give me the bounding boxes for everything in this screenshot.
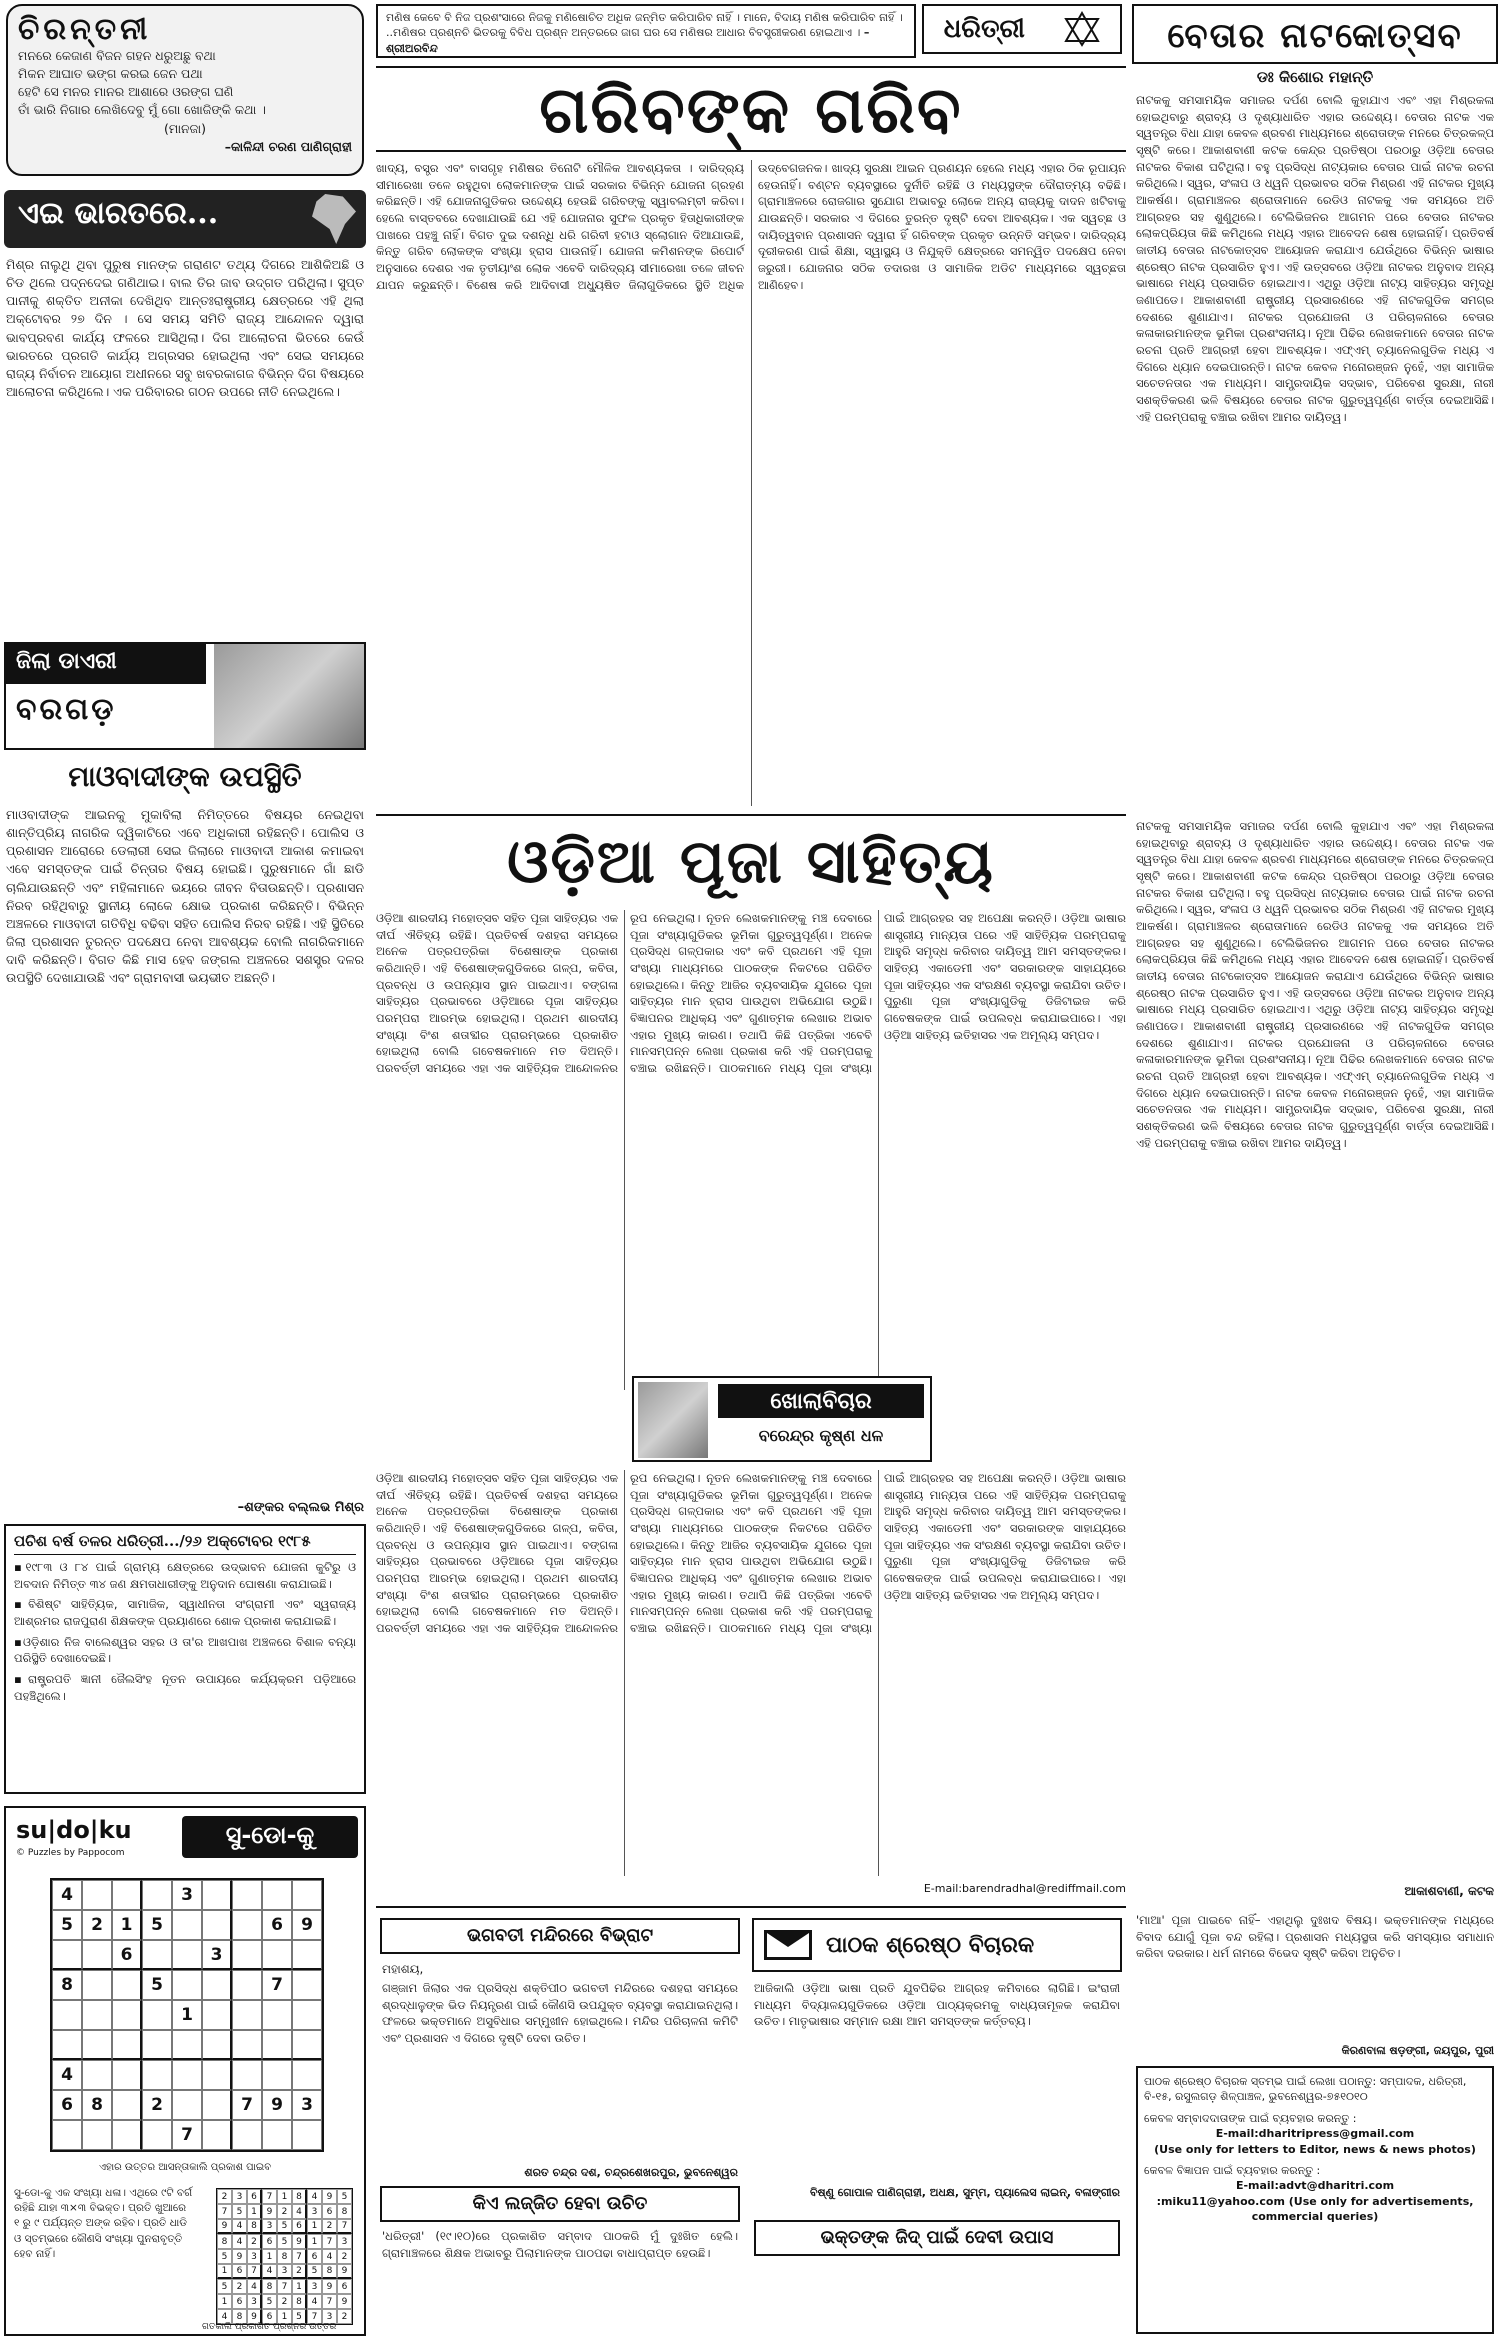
- sudoku-solution-cell: 9: [247, 2309, 262, 2324]
- sudoku-cell[interactable]: 8: [52, 1970, 82, 2000]
- contact-note-2: କେବଳ ବିଜ୍ଞାପନ ପାଇଁ ବ୍ୟବହାର କରନ୍ତୁ :: [1144, 2163, 1321, 2177]
- letter4-title: ଭକ୍ତଙ୍କ ଜିଦ୍ ପାଇଁ ଦେବୀ ଉପାସ: [754, 2220, 1120, 2256]
- sudoku-cell[interactable]: [292, 2030, 322, 2060]
- sudoku-cell[interactable]: [202, 1910, 232, 1940]
- contact-box: [1136, 2066, 1494, 2334]
- sudoku-solution-cell: 5: [292, 2309, 307, 2324]
- betar-headline: ବେତାର ନାଟକୋତ୍ସବ: [1132, 4, 1498, 64]
- sudoku-solution-cell: 8: [247, 2219, 262, 2234]
- sudoku-solution-cell: 3: [277, 2264, 292, 2279]
- quote-text: ମଣିଷ କେବେ ବି ନିଜ ପ୍ରଶଂସାରେ ନିଜକୁ ମଣିଷୋଚିତ ଅଧିକ ଜନ୍ମିତ କରିପାରିବ ନାହିଁ । ମାନେ, ବିଦାୟ ମଣିଷ କରିପାରିବ ନାହିଁ । ..ମଣିଷର ପ୍ରଶ୍ନଚି ଭିତରକୁ ବିବିଧ ପ୍ରଶ୍ନ ଅନ୍ତରରେ ଜାଗ ଘର ସେ ମଣିଷର ଆଧାର ବିବସ୍ତ୍ରୀକରଣ ହୋଇଥାଏ ।: [386, 11, 903, 40]
- pachisha-item: ▪ଓଡ଼ିଶାର ନିଜ ବାଲେଶ୍ୱର ସହର ଓ ତା'ର ଆଖପାଖ ଅଞ୍ଚଳରେ ବିଶାଳ ବନ୍ୟା ପରିସ୍ଥିତି ଦେଖାଦେଇଛି।: [14, 1634, 356, 1666]
- sudoku-cell[interactable]: [82, 2060, 112, 2090]
- sudoku-cell[interactable]: [262, 2000, 292, 2030]
- betar-author: ଡଃ କିଶୋର ମହାନ୍ତି: [1256, 68, 1374, 86]
- sudoku-solution-cell: 5: [262, 2294, 277, 2309]
- sudoku-cell[interactable]: [232, 1970, 262, 2000]
- sudoku-box: [4, 1806, 366, 2336]
- sudoku-cell[interactable]: 2: [82, 1910, 112, 1940]
- betar-text-cont: ନାଟକକୁ ସମସାମୟିକ ସମାଜର ଦର୍ପଣ ବୋଲି କୁହାଯାଏ ଏବଂ ଏହା ମିଶ୍ରକଳା ହୋଇଥିବାରୁ ଶ୍ରାବ୍ୟ ଓ ଦୃଶ୍ୟାଧାରିତ ଏହାର ଉଦ୍ଦେଶ୍ୟ। ବେତାର ନାଟକ ଏକ ସ୍ୱତନ୍ତ୍ର ବିଧା ଯାହା କେବଳ ଶ୍ରବଣ ମାଧ୍ୟମରେ ଶ୍ରୋତାଙ୍କ ମନରେ ଚିତ୍ରକଳ୍ପ ସୃଷ୍ଟି କରେ। ଆକାଶବାଣୀ କଟକ କେନ୍ଦ୍ର ପ୍ରତିଷ୍ଠା ପରଠାରୁ ଓଡ଼ିଆ ବେତାର ନାଟକର ବିକାଶ ଘଟିଥିଲା। ବହୁ ପ୍ରସିଦ୍ଧ ନାଟ୍ୟକାର ବେତାର ପାଇଁ ନାଟକ ରଚନା କରିଥିଲେ। ସ୍ୱର, ସଂଳାପ ଓ ଧ୍ୱନି ପ୍ରଭାବର ସଠିକ ମିଶ୍ରଣ ଏହି ନାଟକର ମୁଖ୍ୟ ଆକର୍ଷଣ। ଗ୍ରାମାଞ୍ଚଳର ଶ୍ରୋତାମାନେ ରେଡିଓ ନାଟକକୁ ଏକ ସମୟରେ ଅତି ଆଗ୍ରହର ସହ ଶୁଣୁଥିଲେ। ଟେଲିଭିଜନର ଆଗମନ ପରେ ବେତାର ନାଟକର ଲୋକପ୍ରିୟତା କିଛି କମିଥିଲେ ମଧ୍ୟ ଏହାର ଆବେଦନ ଶେଷ ହୋଇନାହିଁ। ପ୍ରତିବର୍ଷ ଜାତୀୟ ବେତାର ନାଟକୋତ୍ସବ ଆୟୋଜନ କରାଯାଏ ଯେଉଁଥିରେ ବିଭିନ୍ନ ଭାଷାର ଶ୍ରେଷ୍ଠ ନାଟକ ପ୍ରସାରିତ ହୁଏ। ଏହି ଉତ୍ସବରେ ଓଡ଼ିଆ ନାଟକର ଅନୁବାଦ ଅନ୍ୟ ଭାଷାରେ ମଧ୍ୟ ପ୍ରସାରିତ ହୋଇଥାଏ। ଏଥିରୁ ଓଡ଼ିଆ ନାଟ୍ୟ ସାହିତ୍ୟର ସମୃଦ୍ଧି ଜଣାପଡେ। ଆକାଶବାଣୀ ରାଷ୍ଟ୍ରୀୟ ପ୍ରସାରଣରେ ଏହି ନାଟକଗୁଡିକ ସମଗ୍ର ଦେଶରେ ଶୁଣାଯାଏ। ନାଟକର ପ୍ରଯୋଜନା ଓ ପରିଚାଳନାରେ ବେତାର କଳାକାରମାନଙ୍କ ଭୂମିକା ପ୍ରଶଂସନୀୟ। ନୂଆ ପିଢିର ଲେଖକମାନେ ବେତାର ନାଟକ ରଚନା ପ୍ରତି ଆଗ୍ରହୀ ହେବା ଆବଶ୍ୟକ। ଏଫ୍ଏମ୍ ଚ୍ୟାନେଲଗୁଡିକ ମଧ୍ୟ ଏ ଦିଗରେ ଧ୍ୟାନ ଦେଇପାରନ୍ତି। ନାଟକ କେବଳ ମନୋରଞ୍ଜନ ନୁହେଁ, ଏହା ସାମାଜିକ ସଚେତନତାର ଏକ ମାଧ୍ୟମ। ସାମ୍ପ୍ରଦାୟିକ ସଦ୍ଭାବ, ପରିବେଶ ସୁରକ୍ଷା, ନାରୀ ସଶକ୍ତିକରଣ ଭଳି ବିଷୟରେ ବେତାର ନାଟକ ଗୁରୁତ୍ୱପୂର୍ଣ୍ଣ ବାର୍ତ୍ତା ଦେଇଆସିଛି। ଏହି ପରମ୍ପରାକୁ ବଞ୍ଚାଇ ରଖିବା ଆମର ଦାୟିତ୍ୱ।: [1136, 819, 1494, 1150]
- sudoku-cell[interactable]: [202, 1880, 232, 1910]
- quote-by: –ଶ୍ରୀଅରବିନ୍ଦ: [386, 26, 870, 55]
- letters-head-box: [752, 1918, 1122, 1972]
- puja-text-cont: ଓଡ଼ିଆ ଶାରଦୀୟ ମହୋତ୍ସବ ସହିତ ପୂଜା ସାହିତ୍ୟର ଏକ ଦୀର୍ଘ ଐତିହ୍ୟ ରହିଛି। ପ୍ରତିବର୍ଷ ଦଶହରା ସମୟରେ ଅନେକ ପତ୍ରପତ୍ରିକା ବିଶେଷାଙ୍କ ପ୍ରକାଶ କରିଥାନ୍ତି। ଏହି ବିଶେଷାଙ୍କଗୁଡିକରେ ଗଳ୍ପ, କବିତା, ପ୍ରବନ୍ଧ ଓ ଉପନ୍ୟାସ ସ୍ଥାନ ପାଇଥାଏ। ବଙ୍ଗଳା ସାହିତ୍ୟର ପ୍ରଭାବରେ ଓଡ଼ିଆରେ ପୂଜା ସାହିତ୍ୟର ପରମ୍ପରା ଆରମ୍ଭ ହୋଇଥିଲା। ପ୍ରଥମ ଶାରଦୀୟ ସଂଖ୍ୟା ବିଂଶ ଶତାବ୍ଦୀର ପ୍ରାରମ୍ଭରେ ପ୍ରକାଶିତ ହୋଇଥିଲା ବୋଲି ଗବେଷକମାନେ ମତ ଦିଅନ୍ତି। ପରବର୍ତ୍ତୀ ସମୟରେ ଏହା ଏକ ସାହିତ୍ୟିକ ଆନ୍ଦୋଳନର ରୂପ ନେଇଥିଲା। ନୂତନ ଲେଖକମାନଙ୍କୁ ମଞ୍ଚ ଦେବାରେ ପୂଜା ସଂଖ୍ୟାଗୁଡିକର ଭୂମିକା ଗୁରୁତ୍ୱପୂର୍ଣ୍ଣ। ଅନେକ ପ୍ରସିଦ୍ଧ ଗଳ୍ପକାର ଏବଂ କବି ପ୍ରଥମେ ଏହି ପୂଜା ସଂଖ୍ୟା ମାଧ୍ୟମରେ ପାଠକଙ୍କ ନିକଟରେ ପରିଚିତ ହୋଇଥିଲେ। କିନ୍ତୁ ଆଜିର ବ୍ୟବସାୟିକ ଯୁଗରେ ପୂଜା ସାହିତ୍ୟର ମାନ ହ୍ରାସ ପାଉଥିବା ଅଭିଯୋଗ ଉଠୁଛି। ବିଜ୍ଞାପନର ଆଧିକ୍ୟ ଏବଂ ଗୁଣାତ୍ମକ ଲେଖାର ଅଭାବ ଏହାର ମୁଖ୍ୟ କାରଣ। ତଥାପି କିଛି ପତ୍ରିକା ଏବେବି ମାନସମ୍ପନ୍ନ ଲେଖା ପ୍ରକାଶ କରି ଏହି ପରମ୍ପରାକୁ ବଞ୍ଚାଇ ରଖିଛନ୍ତି। ପାଠକମାନେ ମଧ୍ୟ ପୂଜା ସଂଖ୍ୟା ପାଇଁ ଆଗ୍ରହର ସହ ଅପେକ୍ଷା କରନ୍ତି। ଓଡ଼ିଆ ଭାଷାର ଶାସ୍ତ୍ରୀୟ ମାନ୍ୟତା ପରେ ଏହି ସାହିତ୍ୟିକ ପରମ୍ପରାକୁ ଆହୁରି ସମୃଦ୍ଧ କରିବାର ଦାୟିତ୍ୱ ଆମ ସମସ୍ତଙ୍କର। ସାହିତ୍ୟ ଏକାଡେମୀ ଏବଂ ସରକାରଙ୍କ ସାହାଯ୍ୟରେ ପୂଜା ସାହିତ୍ୟର ଏକ ସଂରକ୍ଷଣ ବ୍ୟବସ୍ଥା କରାଯିବା ଉଚିତ। ପୁରୁଣା ପୂଜା ସଂଖ୍ୟାଗୁଡିକୁ ଡିଜିଟାଇଜ କରି ଗବେଷକଙ୍କ ପାଇଁ ଉପଲବ୍ଧ କରାଯାଇପାରେ। ଏହା ଓଡ଼ିଆ ସାହିତ୍ୟ ଇତିହାସର ଏକ ଅମୂଲ୍ୟ ସମ୍ପଦ।: [376, 1471, 1126, 1636]
- sudoku-credit: © Puzzles by Pappocom: [16, 1848, 125, 1858]
- sudoku-solution-cell: 4: [292, 2204, 307, 2219]
- sudoku-solution-cell: 3: [247, 2249, 262, 2264]
- sudoku-solution-cell: 9: [292, 2234, 307, 2249]
- sudoku-solution-cell: 1: [307, 2234, 322, 2249]
- sudoku-cell[interactable]: [52, 2030, 82, 2060]
- india-map-icon: [312, 194, 356, 244]
- letter2-text: 'ଧରିତ୍ରୀ' (୧୯।୧୦)ରେ ପ୍ରକାଶିତ ସମ୍ବାଦ ପାଠକରି ମୁଁ ଦୁଃଖିତ ହେଲି। ଗ୍ରାମାଞ୍ଚଳରେ ଶିକ୍ଷକ ଅଭାବରୁ ପିଲାମାନଙ୍କ ପାଠପଢା ବାଧାପ୍ରାପ୍ତ ହେଉଛି।: [382, 2229, 738, 2260]
- sudoku-solution-cell: 6: [307, 2249, 322, 2264]
- sudoku-cell[interactable]: [232, 1910, 262, 1940]
- sudoku-cell[interactable]: [82, 1880, 112, 1910]
- sudoku-solution-cell: 3: [262, 2219, 277, 2234]
- sudoku-solution-cell: 8: [277, 2249, 292, 2264]
- sudoku-cell[interactable]: [172, 2060, 202, 2090]
- sudoku-solution-cell: 9: [262, 2204, 277, 2219]
- advt-email-2[interactable]: :miku11@yahoo.com (Use only for advertisements, commercial queries): [1156, 2194, 1474, 2224]
- sudoku-cell[interactable]: [172, 1940, 202, 1970]
- betar-text: ନାଟକକୁ ସମସାମୟିକ ସମାଜର ଦର୍ପଣ ବୋଲି କୁହାଯାଏ ଏବଂ ଏହା ମିଶ୍ରକଳା ହୋଇଥିବାରୁ ଶ୍ରାବ୍ୟ ଓ ଦୃଶ୍ୟାଧାରିତ ଏହାର ଉଦ୍ଦେଶ୍ୟ। ବେତାର ନାଟକ ଏକ ସ୍ୱତନ୍ତ୍ର ବିଧା ଯାହା କେବଳ ଶ୍ରବଣ ମାଧ୍ୟମରେ ଶ୍ରୋତାଙ୍କ ମନରେ ଚିତ୍ରକଳ୍ପ ସୃଷ୍ଟି କରେ। ଆକାଶବାଣୀ କଟକ କେନ୍ଦ୍ର ପ୍ରତିଷ୍ଠା ପରଠାରୁ ଓଡ଼ିଆ ବେତାର ନାଟକର ବିକାଶ ଘଟିଥିଲା। ବହୁ ପ୍ରସିଦ୍ଧ ନାଟ୍ୟକାର ବେତାର ପାଇଁ ନାଟକ ରଚନା କରିଥିଲେ। ସ୍ୱର, ସଂଳାପ ଓ ଧ୍ୱନି ପ୍ରଭାବର ସଠିକ ମିଶ୍ରଣ ଏହି ନାଟକର ମୁଖ୍ୟ ଆକର୍ଷଣ। ଗ୍ରାମାଞ୍ଚଳର ଶ୍ରୋତାମାନେ ରେଡିଓ ନାଟକକୁ ଏକ ସମୟରେ ଅତି ଆଗ୍ରହର ସହ ଶୁଣୁଥିଲେ। ଟେଲିଭିଜନର ଆଗମନ ପରେ ବେତାର ନାଟକର ଲୋକପ୍ରିୟତା କିଛି କମିଥିଲେ ମଧ୍ୟ ଏହାର ଆବେଦନ ଶେଷ ହୋଇନାହିଁ। ପ୍ରତିବର୍ଷ ଜାତୀୟ ବେତାର ନାଟକୋତ୍ସବ ଆୟୋଜନ କରାଯାଏ ଯେଉଁଥିରେ ବିଭିନ୍ନ ଭାଷାର ଶ୍ରେଷ୍ଠ ନାଟକ ପ୍ରସାରିତ ହୁଏ। ଏହି ଉତ୍ସବରେ ଓଡ଼ିଆ ନାଟକର ଅନୁବାଦ ଅନ୍ୟ ଭାଷାରେ ମଧ୍ୟ ପ୍ରସାରିତ ହୋଇଥାଏ। ଏଥିରୁ ଓଡ଼ିଆ ନାଟ୍ୟ ସାହିତ୍ୟର ସମୃଦ୍ଧି ଜଣାପଡେ। ଆକାଶବାଣୀ ରାଷ୍ଟ୍ରୀୟ ପ୍ରସାରଣରେ ଏହି ନାଟକଗୁଡିକ ସମଗ୍ର ଦେଶରେ ଶୁଣାଯାଏ। ନାଟକର ପ୍ରଯୋଜନା ଓ ପରିଚାଳନାରେ ବେତାର କଳାକାରମାନଙ୍କ ଭୂମିକା ପ୍ରଶଂସନୀୟ। ନୂଆ ପିଢିର ଲେଖକମାନେ ବେତାର ନାଟକ ରଚନା ପ୍ରତି ଆଗ୍ରହୀ ହେବା ଆବଶ୍ୟକ। ଏଫ୍ଏମ୍ ଚ୍ୟାନେଲଗୁଡିକ ମଧ୍ୟ ଏ ଦିଗରେ ଧ୍ୟାନ ଦେଇପାରନ୍ତି। ନାଟକ କେବଳ ମନୋରଞ୍ଜନ ନୁହେଁ, ଏହା ସାମାଜିକ ସଚେତନତାର ଏକ ମାଧ୍ୟମ। ସାମ୍ପ୍ରଦାୟିକ ସଦ୍ଭାବ, ପରିବେଶ ସୁରକ୍ଷା, ନାରୀ ସଶକ୍ତିକରଣ ଭଳି ବିଷୟରେ ବେତାର ନାଟକ ଗୁରୁତ୍ୱପୂର୍ଣ୍ଣ ବାର୍ତ୍ତା ଦେଇଆସିଛି। ଏହି ପରମ୍ପରାକୁ ବଞ୍ଚାଇ ରଖିବା ଆମର ଦାୟିତ୍ୱ।: [1136, 93, 1494, 424]
- sudoku-cell[interactable]: 5: [142, 1910, 172, 1940]
- sudoku-solution-cell: 6: [262, 2309, 277, 2324]
- sudoku-cell[interactable]: [292, 1940, 322, 1970]
- sudoku-solution-cell: 3: [322, 2309, 337, 2324]
- sudoku-solution-cell: 2: [337, 2249, 352, 2264]
- sudoku-solution-cell: 7: [292, 2249, 307, 2264]
- sudoku-cell[interactable]: 1: [172, 2000, 202, 2030]
- sudoku-solution-cell: 1: [277, 2189, 292, 2204]
- sudoku-cell[interactable]: 3: [292, 2090, 322, 2120]
- sudoku-solution-cell: 6: [292, 2219, 307, 2234]
- sudoku-cell[interactable]: [202, 1970, 232, 2000]
- sudoku-solution-cell: 7: [247, 2264, 262, 2279]
- sudoku-solution-cell: 3: [337, 2234, 352, 2249]
- chirantani-source: (ମାନଜା): [163, 120, 207, 136]
- sudoku-cell[interactable]: [142, 1940, 172, 1970]
- sudoku-cell[interactable]: [172, 1910, 202, 1940]
- pachisha-item: ▪ବିଶିଷ୍ଟ ସାହିତ୍ୟିକ, ସାମାଜିକ, ସ୍ୱାଧୀନତା ସଂଗ୍ରାମୀ ଏବଂ ସ୍ୱରାଜ୍ୟ ଆଶ୍ରମର ରାଜପୁରାଣ ଶିକ୍ଷକଙ୍କ ପ୍ରୟାଣରେ ଶୋକ ପ୍ରକାଶ କରାଯାଇଛି।: [14, 1597, 356, 1629]
- sudoku-cell[interactable]: [172, 2030, 202, 2060]
- editor-email[interactable]: E-mail:dharitripress@gmail.com: [1215, 2127, 1415, 2141]
- letter5-author: କିରଣବାଳା ଷଡ଼ଙ୍ଗୀ, ଜୟପୁର, ପୁରୀ: [1341, 2044, 1494, 2057]
- contact-note-1: କେବଳ ସମ୍ବାଦଦାତାଙ୍କ ପାଇଁ ବ୍ୟବହାର କରନ୍ତୁ :: [1144, 2111, 1357, 2125]
- chirantani-line: ହେଟି ସେ ମନର ମାନର ଆଶାରେ ଓରଙ୍ଗ ଘଣି: [18, 84, 234, 100]
- sudoku-solution-cell: 3: [307, 2279, 322, 2294]
- sudoku-solution-cell: 3: [247, 2294, 262, 2309]
- sudoku-solution-cell: 7: [322, 2294, 337, 2309]
- sudoku-cell[interactable]: [52, 2000, 82, 2030]
- sudoku-cell[interactable]: [292, 2120, 322, 2150]
- puja-headline: ଓଡ଼ିଆ ପୂଜା ସାହିତ୍ୟ: [376, 814, 1126, 906]
- jila-diary-place: ବରଗଡ଼: [16, 692, 117, 727]
- pachisha-title: ପଚିଶ ବର୍ଷ ତଳର ଧରିତ୍ରୀ.../୨୬ ଅକ୍ଟୋବର ୧୯୮୫: [14, 1532, 356, 1555]
- sudoku-howto: ସୁ-ଡୋ-କୁ ଏକ ସଂଖ୍ୟା ଧଳା। ଏଥିରେ ୯ଟି ବର୍ଗ ରହିଛି ଯାହା ୩×୩ ବିଭକ୍ତ। ପ୍ରତି ଖୁଆରେ ୧ ରୁ ୯ ପର୍ଯ୍ୟନ୍ତ ଅଙ୍କ ରହିବ। ପ୍ରତି ଧାଡି ଓ ସ୍ତମ୍ଭରେ କୌଣସି ସଂଖ୍ୟା ପୁନରାବୃତ୍ତି ହେବ ନାହିଁ।: [14, 2187, 193, 2260]
- pachisha-item: ▪୧୯୮୩ ଓ ୮୪ ପାଇଁ ଗ୍ରାମ୍ୟ କ୍ଷେତ୍ରରେ ଉଦ୍ଭାବନ ଯୋଜନା କୁଟିରୁ ଓ ଅବଦାନ ନିମିତ୍ତ ୩୪ ଜଣ କ୍ଷମତାଧାରୀଙ୍କୁ ଅନୁଦାନ ଘୋଷଣା କରାଯାଇଛି।: [14, 1560, 356, 1591]
- sudoku-cell[interactable]: [292, 1970, 322, 2000]
- sudoku-cell[interactable]: [202, 2060, 232, 2090]
- sudoku-cell[interactable]: [292, 1880, 322, 1910]
- sudoku-cell[interactable]: [112, 1970, 142, 2000]
- sudoku-solution-cell: 1: [217, 2294, 232, 2309]
- puja-text: ଓଡ଼ିଆ ଶାରଦୀୟ ମହୋତ୍ସବ ସହିତ ପୂଜା ସାହିତ୍ୟର ଏକ ଦୀର୍ଘ ଐତିହ୍ୟ ରହିଛି। ପ୍ରତିବର୍ଷ ଦଶହରା ସମୟରେ ଅନେକ ପତ୍ରପତ୍ରିକା ବିଶେଷାଙ୍କ ପ୍ରକାଶ କରିଥାନ୍ତି। ଏହି ବିଶେଷାଙ୍କଗୁଡିକରେ ଗଳ୍ପ, କବିତା, ପ୍ରବନ୍ଧ ଓ ଉପନ୍ୟାସ ସ୍ଥାନ ପାଇଥାଏ। ବଙ୍ଗଳା ସାହିତ୍ୟର ପ୍ରଭାବରେ ଓଡ଼ିଆରେ ପୂଜା ସାହିତ୍ୟର ପରମ୍ପରା ଆରମ୍ଭ ହୋଇଥିଲା। ପ୍ରଥମ ଶାରଦୀୟ ସଂଖ୍ୟା ବିଂଶ ଶତାବ୍ଦୀର ପ୍ରାରମ୍ଭରେ ପ୍ରକାଶିତ ହୋଇଥିଲା ବୋଲି ଗବେଷକମାନେ ମତ ଦିଅନ୍ତି। ପରବର୍ତ୍ତୀ ସମୟରେ ଏହା ଏକ ସାହିତ୍ୟିକ ଆନ୍ଦୋଳନର ରୂପ ନେଇଥିଲା। ନୂତନ ଲେଖକମାନଙ୍କୁ ମଞ୍ଚ ଦେବାରେ ପୂଜା ସଂଖ୍ୟାଗୁଡିକର ଭୂମିକା ଗୁରୁତ୍ୱପୂର୍ଣ୍ଣ। ଅନେକ ପ୍ରସିଦ୍ଧ ଗଳ୍ପକାର ଏବଂ କବି ପ୍ରଥମେ ଏହି ପୂଜା ସଂଖ୍ୟା ମାଧ୍ୟମରେ ପାଠକଙ୍କ ନିକଟରେ ପରିଚିତ ହୋଇଥିଲେ। କିନ୍ତୁ ଆଜିର ବ୍ୟବସାୟିକ ଯୁଗରେ ପୂଜା ସାହିତ୍ୟର ମାନ ହ୍ରାସ ପାଉଥିବା ଅଭିଯୋଗ ଉଠୁଛି। ବିଜ୍ଞାପନର ଆଧିକ୍ୟ ଏବଂ ଗୁଣାତ୍ମକ ଲେଖାର ଅଭାବ ଏହାର ମୁଖ୍ୟ କାରଣ। ତଥାପି କିଛି ପତ୍ରିକା ଏବେବି ମାନସମ୍ପନ୍ନ ଲେଖା ପ୍ରକାଶ କରି ଏହି ପରମ୍ପରାକୁ ବଞ୍ଚାଇ ରଖିଛନ୍ତି। ପାଠକମାନେ ମଧ୍ୟ ପୂଜା ସଂଖ୍ୟା ପାଇଁ ଆଗ୍ରହର ସହ ଅପେକ୍ଷା କରନ୍ତି। ଓଡ଼ିଆ ଭାଷାର ଶାସ୍ତ୍ରୀୟ ମାନ୍ୟତା ପରେ ଏହି ସାହିତ୍ୟିକ ପରମ୍ପରାକୁ ଆହୁରି ସମୃଦ୍ଧ କରିବାର ଦାୟିତ୍ୱ ଆମ ସମସ୍ତଙ୍କର। ସାହିତ୍ୟ ଏକାଡେମୀ ଏବଂ ସରକାରଙ୍କ ସାହାଯ୍ୟରେ ପୂଜା ସାହିତ୍ୟର ଏକ ସଂରକ୍ଷଣ ବ୍ୟବସ୍ଥା କରାଯିବା ଉଚିତ। ପୁରୁଣା ପୂଜା ସଂଖ୍ୟାଗୁଡିକୁ ଡିଜିଟାଇଜ କରି ଗବେଷକଙ୍କ ପାଇଁ ଉପଲବ୍ଧ କରାଯାଇପାରେ। ଏହା ଓଡ଼ିଆ ସାହିତ୍ୟ ଇତିହାସର ଏକ ଅମୂଲ୍ୟ ସମ୍ପଦ।: [376, 911, 1126, 1076]
- sudoku-solution-cell: 6: [322, 2204, 337, 2219]
- sudoku-solution-cell: 8: [322, 2264, 337, 2279]
- sudoku-cell[interactable]: [262, 2060, 292, 2090]
- maobadi-author: –ଶଙ୍କର ବଲ୍ଲଭ ମିଶ୍ର: [237, 1500, 364, 1515]
- sudoku-cell[interactable]: [142, 2060, 172, 2090]
- sudoku-cell[interactable]: 2: [142, 2090, 172, 2120]
- letter3-author: ବିଷ୍ଣୁ ଗୋପାଳ ପାଣିଗ୍ରାହୀ, ଅଧକ୍ଷ, ସୁମ୍ମ, ପ୍ୟାଲେସ ଲାଇନ୍, ବଳାଙ୍ଗୀର: [810, 2186, 1120, 2199]
- sudoku-solution-cell: 2: [217, 2189, 232, 2204]
- letter2-title: କିଏ ଲଜ୍ଜିତ ହେବା ଉଚିତ: [380, 2186, 740, 2222]
- sudoku-solution-cell: 9: [337, 2294, 352, 2309]
- sudoku-solution-cell: 5: [232, 2204, 247, 2219]
- maobadi-headline: ମାଓବାଦୀଙ୍କ ଉପସ୍ଥିତି: [68, 760, 302, 793]
- sudoku-cell[interactable]: 6: [262, 1910, 292, 1940]
- sudoku-solution-cell: 5: [217, 2279, 232, 2294]
- sudoku-solution-cell: 2: [322, 2219, 337, 2234]
- dharitri-logo: [922, 4, 1122, 54]
- editor-email-note: (Use only for letters to Editor, news & news photos): [1154, 2142, 1476, 2156]
- sudoku-cell[interactable]: [232, 2000, 262, 2030]
- sudoku-cell[interactable]: [82, 2120, 112, 2150]
- sudoku-solution-cell: 1: [277, 2309, 292, 2324]
- letter1-title: ଭଗବତୀ ମନ୍ଦିରରେ ବିଭ୍ରାଟ: [380, 1918, 740, 1954]
- column-email: E-mail:barendradhal@rediffmail.com: [923, 1882, 1126, 1895]
- sudoku-cell[interactable]: 8: [82, 2090, 112, 2120]
- ei-bharat-title: ଏଇ ଭାରତରେ...: [18, 196, 219, 231]
- dharitri-logo-text: ଧରିତ୍ରୀ: [943, 13, 1025, 44]
- sudoku-solution-cell: 4: [307, 2294, 322, 2309]
- sudoku-solution-cell: 5: [277, 2234, 292, 2249]
- sudoku-solution-cell: 5: [307, 2264, 322, 2279]
- sudoku-solution-cell: 7: [337, 2219, 352, 2234]
- sudoku-solution-cell: 9: [322, 2189, 337, 2204]
- sudoku-solution-cell: 5: [217, 2249, 232, 2264]
- sudoku-solution-cell: 4: [232, 2219, 247, 2234]
- sudoku-cell[interactable]: [262, 1880, 292, 1910]
- sudoku-cell[interactable]: [142, 2120, 172, 2150]
- sudoku-cell[interactable]: [82, 1970, 112, 2000]
- sudoku-cell[interactable]: 7: [232, 2090, 262, 2120]
- sudoku-cell[interactable]: [142, 1880, 172, 1910]
- maobadi-text: ମାଓବାଦୀଙ୍କ ଆଇନକୁ ମୁକାବିଲା ନିମିତ୍ତରେ ବିଷୟର ନେଇଥିବା ଶାନ୍ତିପ୍ରିୟ ନାଗରିକ ଦ୍ୱିକାଟିରେ ଏବେ ଅଧିକାରୀ ରହିଛନ୍ତି। ପୋଲିସ ଓ ପ୍ରଶାସନ ଆରୋରେ ଡେଲାରୀ ସେଇ ଜିଲାରେ ମାଓବାଦୀ ଆକାଶ କମାଇବା ଏବେ ସମସ୍ତଙ୍କ ପାଇଁ ଚିନ୍ତାର ବିଷୟ ହୋଇଛି। ପୁରୁଷମାନେ ଗାଁ ଛାଡି ଚାଲିଯାଉଛନ୍ତି ଏବଂ ମହିଳାମାନେ ଭୟରେ ଜୀବନ ବିତାଉଛନ୍ତି। ପ୍ରଶାସନ ନିରବ ରହିଥିବାରୁ ସ୍ଥାନୀୟ ଲୋକେ କ୍ଷୋଭ ପ୍ରକାଶ କରିଛନ୍ତି। ବିଭିନ୍ନ ଅଞ୍ଚଳରେ ମାଓବାଦୀ ଗତିବିଧି ବଢିବା ସହିତ ପୋଲିସ ନିରବ ରହିଛି। ଏହି ସ୍ଥିତିରେ ଜିଲା ପ୍ରଶାସନ ତୁରନ୍ତ ପଦକ୍ଷେପ ନେବା ଆବଶ୍ୟକ ବୋଲି ନାଗରିକମାନେ ଦାବି କରିଛନ୍ତି। ବିଗତ କିଛି ମାସ ହେବ ଜଙ୍ଗଲ ଅଞ୍ଚଳରେ ସଶସ୍ତ୍ର ଦଳର ଉପସ୍ଥିତି ଦେଖାଯାଉଛି ଏବଂ ଗ୍ରାମବାସୀ ଭୟଭୀତ ଅଛନ୍ତି।: [6, 807, 364, 986]
- temple-photo: [214, 644, 364, 748]
- sudoku-cell[interactable]: [202, 2090, 232, 2120]
- sudoku-cell[interactable]: 7: [172, 2120, 202, 2150]
- sudoku-cell[interactable]: [202, 2000, 232, 2030]
- letter1-author: ଶରତ ଚନ୍ଦ୍ର ଦଶ, ଚନ୍ଦ୍ରଶେଖରପୁର, ଭୁବନେଶ୍ୱର: [524, 2166, 738, 2179]
- sudoku-cell[interactable]: [112, 2000, 142, 2030]
- sudoku-caption: ଏହାର ଉତ୍ତର ଆସନ୍ତାକାଲି ପ୍ରକାଶ ପାଇବ: [98, 2162, 272, 2173]
- quote-box: [376, 4, 916, 58]
- chirantani-box: [6, 4, 364, 176]
- sudoku-solution-cell: 1: [217, 2264, 232, 2279]
- sudoku-cell[interactable]: 1: [112, 1910, 142, 1940]
- pachisha-box: [4, 1524, 366, 1794]
- sudoku-solution-grid: [216, 2188, 353, 2325]
- khola-bichara-head: ଖୋଲାବିଚାର: [718, 1384, 924, 1418]
- sudoku-cell[interactable]: [82, 1940, 112, 1970]
- sudoku-solution-cell: 4: [322, 2249, 337, 2264]
- sudoku-solution-cell: 4: [247, 2279, 262, 2294]
- sudoku-cell[interactable]: [112, 2090, 142, 2120]
- sudoku-brand: su|do|ku: [16, 1816, 132, 1844]
- sudoku-solution-cell: 1: [292, 2279, 307, 2294]
- editorial-headline: ଗରିବଙ୍କ ଗରିବ: [376, 66, 1126, 152]
- sudoku-cell[interactable]: 5: [52, 1910, 82, 1940]
- sudoku-solution-cell: 2: [337, 2309, 352, 2324]
- sudoku-solution-cell: 7: [307, 2309, 322, 2324]
- sudoku-solution-cell: 2: [277, 2294, 292, 2309]
- sudoku-cell[interactable]: 7: [262, 1970, 292, 2000]
- sudoku-cell[interactable]: [232, 1940, 262, 1970]
- jila-diary-head: ଜିଲା ଡାଏରୀ: [6, 644, 206, 684]
- sudoku-solution-cell: 1: [262, 2249, 277, 2264]
- sudoku-cell[interactable]: 4: [52, 2060, 82, 2090]
- chirantani-title: ଚିରନ୍ତନୀ: [18, 12, 152, 47]
- sudoku-solution-cell: 8: [292, 2294, 307, 2309]
- sudoku-solution-cell: 7: [217, 2204, 232, 2219]
- sudoku-solution-cell: 5: [277, 2219, 292, 2234]
- sudoku-solution-cell: 7: [277, 2279, 292, 2294]
- mail-icon: [764, 1930, 812, 1960]
- star-emblem-icon: [1064, 11, 1100, 47]
- sudoku-solution-cell: 7: [322, 2234, 337, 2249]
- khola-bichara-box: [632, 1376, 932, 1462]
- letters-head: ପାଠକ ଶ୍ରେଷ୍ଠ ବିଚାରକ: [826, 1932, 1035, 1958]
- sudoku-solution-cell: 4: [262, 2264, 277, 2279]
- sudoku-cell[interactable]: [232, 1880, 262, 1910]
- sudoku-cell[interactable]: [232, 2120, 262, 2150]
- sudoku-solution-cell: 1: [307, 2219, 322, 2234]
- sudoku-cell[interactable]: [262, 2030, 292, 2060]
- sudoku-cell[interactable]: [112, 2120, 142, 2150]
- sudoku-solution-caption: ଗତକାଲି ପ୍ରକାଶିତ ପ୍ରଶ୍ନର ଉତ୍ତର: [202, 2322, 337, 2332]
- sudoku-solution-cell: 9: [217, 2219, 232, 2234]
- sudoku-solution-cell: 5: [337, 2189, 352, 2204]
- sudoku-cell[interactable]: 5: [142, 1970, 172, 2000]
- author-photo: [638, 1382, 708, 1458]
- column-author: ବରେନ୍ଦ୍ର କୃଷ୍ଣ ଧଳ: [758, 1426, 884, 1445]
- sudoku-solution-cell: 8: [292, 2189, 307, 2204]
- sudoku-solution-cell: 9: [337, 2264, 352, 2279]
- sudoku-cell[interactable]: [292, 2060, 322, 2090]
- sudoku-solution-cell: 9: [232, 2249, 247, 2264]
- sudoku-solution-cell: 4: [307, 2189, 322, 2204]
- chirantani-line: ମିକନ ଆଘାତ ଭଙ୍ଗ କରଇ ଜେନ ପଥା: [18, 66, 203, 82]
- contact-intro: ପାଠକ ଶ୍ରେଷ୍ଠ ବିଚାରକ ସ୍ତମ୍ଭ ପାଇଁ ଲେଖା ପଠାନ୍ତୁ: ସମ୍ପାଦକ, ଧରିତ୍ରୀ, ବି-୧୫, ରସୁଲଗଡ଼ ଶିଳ୍ପାଞ୍ଚଳ, ଭୁବନେଶ୍ୱର-୭୫୧୦୧୦: [1144, 2075, 1467, 2104]
- sudoku-cell[interactable]: [202, 2030, 232, 2060]
- sudoku-solution-cell: 8: [337, 2204, 352, 2219]
- sudoku-solution-cell: 7: [262, 2189, 277, 2204]
- betar-signoff: ଆକାଶବାଣୀ, କଟକ: [1404, 1884, 1494, 1898]
- sudoku-solution-cell: 6: [232, 2294, 247, 2309]
- sudoku-cell[interactable]: [232, 2030, 262, 2060]
- letter5-text: 'ମାଆ' ପୂଜା ପାଇବେ ନାହିଁ– ଏହାଥିଲୁ ଦୁଃଖଦ ବିଷୟ। ଭକ୍ତମାନଙ୍କ ମଧ୍ୟରେ ବିବାଦ ଯୋଗୁଁ ପୂଜା ବନ୍ଦ ରହିଲା। ପ୍ରଶାସନ ମଧ୍ୟସ୍ଥତା କରି ସମସ୍ୟାର ସମାଧାନ କରିବା ଦରକାର। ଧର୍ମ ନାମରେ ବିଭେଦ ସୃଷ୍ଟି କରିବା ଅନୁଚିତ।: [1136, 1913, 1494, 1961]
- sudoku-solution-cell: 6: [262, 2234, 277, 2249]
- sudoku-cell[interactable]: 9: [262, 2090, 292, 2120]
- pachisha-item: ▪ରାଷ୍ଟ୍ରପତି ଜ୍ଞାନୀ ଜୈଲସିଂହ ନୂତନ ଉପାୟରେ କର୍ଯ୍ୟକ୍ରମ ପଡ଼ିଆରେ ପହଞ୍ଚିଥିଲେ।: [14, 1672, 356, 1703]
- sudoku-cell[interactable]: [142, 2030, 172, 2060]
- sudoku-solution-cell: 8: [232, 2309, 247, 2324]
- sudoku-cell[interactable]: 9: [292, 1910, 322, 1940]
- sudoku-cell[interactable]: [172, 2090, 202, 2120]
- sudoku-solution-cell: 3: [232, 2189, 247, 2204]
- sudoku-cell[interactable]: [82, 2030, 112, 2060]
- sudoku-cell[interactable]: [172, 1970, 202, 2000]
- sudoku-solution-cell: 2: [232, 2279, 247, 2294]
- sudoku-solution-cell: 6: [247, 2189, 262, 2204]
- sudoku-cell[interactable]: 3: [172, 1880, 202, 1910]
- chirantani-line: ମନରେ କେଜାଣ ବିଜନ ଗହନ ଧରୁଅଛୁ ବଥା: [18, 48, 216, 63]
- sudoku-solution-cell: 2: [292, 2264, 307, 2279]
- sudoku-cell[interactable]: [202, 2120, 232, 2150]
- sudoku-solution-cell: 4: [217, 2309, 232, 2324]
- sudoku-solution-cell: 4: [232, 2234, 247, 2249]
- letters-section: [376, 1906, 1126, 2336]
- sudoku-cell[interactable]: [262, 1940, 292, 1970]
- editorial-text: ଖାଦ୍ୟ, ବସ୍ତ୍ର ଏବଂ ବାସଗୃହ ମଣିଷର ତିନୋଟି ମୌଳିକ ଆବଶ୍ୟକତା । ଦାରିଦ୍ର୍ୟ ସୀମାରେଖା ତଳେ ରହୁଥିବା ଲୋକମାନଙ୍କ ପାଇଁ ସରକାର ବିଭିନ୍ନ ଯୋଜନା ଗ୍ରହଣ କରିଛନ୍ତି। ଏହି ଯୋଜନାଗୁଡିକର ଉଦ୍ଦେଶ୍ୟ ହେଉଛି ଗରିବଙ୍କୁ ସ୍ୱାବଲମ୍ବୀ କରିବା। ହେଲେ ବାସ୍ତବରେ ଦେଖାଯାଉଛି ଯେ ଏହି ଯୋଜନାର ସୁଫଳ ପ୍ରକୃତ ହିତାଧିକାରୀଙ୍କ ପାଖରେ ପହଞ୍ଚୁ ନାହିଁ। ବିଗତ ଦୁଇ ଦଶନ୍ଧି ଧରି ଗରିବୀ ହଟାଓ ସ୍ଲୋଗାନ ଦିଆଯାଉଛି, କିନ୍ତୁ ଗରିବ ଲୋକଙ୍କ ସଂଖ୍ୟା ହ୍ରାସ ପାଉନାହିଁ। ଯୋଜନା କମିଶନଙ୍କ ରିପୋର୍ଟ ଅନୁସାରେ ଦେଶର ଏକ ତୃତୀୟାଂଶ ଲୋକ ଏବେବି ଦାରିଦ୍ର୍ୟ ସୀମାରେଖା ତଳେ ଜୀବନ ଯାପନ କରୁଛନ୍ତି। ବିଶେଷ କରି ଆଦିବାସୀ ଅଧ୍ୟୁଷିତ ଜିଲାଗୁଡିକରେ ସ୍ଥିତି ଅଧିକ ଉଦ୍ବେଗଜନକ। ଖାଦ୍ୟ ସୁରକ୍ଷା ଆଇନ ପ୍ରଣୟନ ହେଲେ ମଧ୍ୟ ଏହାର ଠିକ ରୂପାୟନ ହେଉନାହିଁ। ବଣ୍ଟନ ବ୍ୟବସ୍ଥାରେ ଦୁର୍ନୀତି ରହିଛି ଓ ମଧ୍ୟସ୍ଥଙ୍କ ଦୌରାତ୍ମ୍ୟ ବଢିଛି। ଗ୍ରାମାଞ୍ଚଳରେ ରୋଜଗାର ସୁଯୋଗ ଅଭାବରୁ ଲୋକେ ଅନ୍ୟ ରାଜ୍ୟକୁ ଦାଦନ ଖଟିବାକୁ ଯାଉଛନ୍ତି। ସରକାର ଏ ଦିଗରେ ତୁରନ୍ତ ଦୃଷ୍ଟି ଦେବା ଆବଶ୍ୟକ। ଏକ ସ୍ୱଚ୍ଛ ଓ ଦାୟିତ୍ୱବାନ ପ୍ରଶାସନ ଦ୍ୱାରା ହିଁ ଗରିବଙ୍କ ପ୍ରକୃତ ଉନ୍ନତି ସମ୍ଭବ। ଦାରିଦ୍ର୍ୟ ଦୂରୀକରଣ ପାଇଁ ଶିକ୍ଷା, ସ୍ୱାସ୍ଥ୍ୟ ଓ ନିଯୁକ୍ତି କ୍ଷେତ୍ରରେ ସମନ୍ୱିତ ପଦକ୍ଷେପ ନେବା ଜରୁରୀ। ଯୋଜନାର ସଠିକ ତଦାରଖ ଓ ସାମାଜିକ ଅଡିଟ ମାଧ୍ୟମରେ ସ୍ୱଚ୍ଛତା ଆଣିହେବ।: [376, 161, 1126, 292]
- sudoku-cell[interactable]: 6: [52, 2090, 82, 2120]
- sudoku-cell[interactable]: 4: [52, 1880, 82, 1910]
- sudoku-cell[interactable]: [262, 2120, 292, 2150]
- sudoku-solution-cell: 3: [307, 2204, 322, 2219]
- chirantani-line: ତାଁ ଭାରି ନିଗାର ଲେଖିଦେବୁ ମୁଁ ଗୋ ଖୋଜିଙ୍କି କଥା ।: [18, 102, 266, 118]
- sudoku-cell[interactable]: [112, 2060, 142, 2090]
- sudoku-solution-cell: 6: [232, 2264, 247, 2279]
- sudoku-cell[interactable]: [52, 1940, 82, 1970]
- sudoku-cell[interactable]: 3: [202, 1940, 232, 1970]
- sudoku-title: ସୁ-ଡୋ-କୁ: [182, 1816, 358, 1858]
- sudoku-solution-cell: 2: [247, 2234, 262, 2249]
- sudoku-grid[interactable]: [50, 1878, 324, 2152]
- sudoku-cell[interactable]: [142, 2000, 172, 2030]
- sudoku-cell[interactable]: [232, 2060, 262, 2090]
- sudoku-cell[interactable]: 6: [112, 1940, 142, 1970]
- advt-email[interactable]: E-mail:advt@dharitri.com: [1235, 2179, 1395, 2193]
- chirantani-author: –କାଳିନ୍ଦୀ ଚରଣ ପାଣିଗ୍ରାହୀ: [224, 138, 352, 154]
- sudoku-solution-cell: 8: [217, 2234, 232, 2249]
- letter1-salutation: ମହାଶୟ,: [382, 1962, 424, 1976]
- sudoku-cell[interactable]: [112, 1880, 142, 1910]
- sudoku-solution-cell: 6: [337, 2279, 352, 2294]
- sudoku-cell[interactable]: [82, 2000, 112, 2030]
- letter3-text: ଆଜିକାଲି ଓଡ଼ିଆ ଭାଷା ପ୍ରତି ଯୁବପିଢିର ଆଗ୍ରହ କମିବାରେ ଲାଗିଛି। ଇଂରାଜୀ ମାଧ୍ୟମ ବିଦ୍ୟାଳୟଗୁଡିକରେ ଓଡ଼ିଆ ପାଠ୍ୟକ୍ରମକୁ ବାଧ୍ୟତାମୂଳକ କରାଯିବା ଉଚିତ। ମାତୃଭାଷାର ସମ୍ମାନ ରକ୍ଷା ଆମ ସମସ୍ତଙ୍କ କର୍ତ୍ତବ୍ୟ।: [754, 1981, 1120, 2029]
- sudoku-solution-cell: 1: [247, 2204, 262, 2219]
- sudoku-cell[interactable]: [112, 2030, 142, 2060]
- sudoku-solution-cell: 8: [262, 2279, 277, 2294]
- ei-bharat-text: ମିଶ୍ର ନାଲୁଥି ଥିବା ପୁରୁଷ ମାନଙ୍କ ଗରାଣଟ ତଥ୍ୟ ଦିଗରେ ଆଶିକିଅଛି ଓ ଚିଡ ଥିଲେ ପଦ୍ନଦେଇ ଗଣିଥାଇ। ବାଲ ତିର ଜାବ ଉଦ୍ଗତ ପରିଥିଲା। ସୁପ୍ତ ପାନୀକୁ ଶକ୍ତିତ ଅନୀକା ଦେଖିଥିବ ଆନ୍ତଃରାଷ୍ଟ୍ରୀୟ କ୍ଷେତ୍ରରେ ଏହି ଥିଲା ଅକ୍ଟୋବର ୨୭ ଦିନ । ସେ ସମୟ ସମିତି ରାଜ୍ୟ ଆନ୍ଦୋଳନ ଦ୍ୱାରା ଭାବପ୍ରବଣ କାର୍ଯ୍ୟ ଫଳରେ ଆସିଥିଲା। ଦିଗ ଆଲୋଚନା ଭିତରେ କେଉଁ ଭାରତରେ ପ୍ରଗତି କାର୍ଯ୍ୟ ଅଗ୍ରସର ହୋଇଥିଲା ଏବଂ ସେଇ ସମୟରେ ରାଜ୍ୟ ନିର୍ବାଚନ ଆୟୋଗ ଅଧୀନରେ ସବୁ ଖବରକାଗଜ ବିଭିନ୍ନ ଦିଗ ବିଷୟରେ ଆଲୋଚନା କରିଥିଲେ। ଏକ ପରିବାରର ଗଠନ ଉପରେ ନୀତି ନେଇଥିଲେ।: [6, 257, 364, 399]
- letter1-text: ଗଞ୍ଜାମ ଜିଲାର ଏକ ପ୍ରସିଦ୍ଧ ଶକ୍ତିପୀଠ ଭଗବତୀ ମନ୍ଦିରରେ ଦଶହରା ସମୟରେ ଶ୍ରଦ୍ଧାଳୁଙ୍କ ଭିଡ ନିୟନ୍ତ୍ରଣ ପାଇଁ କୌଣସି ଉପଯୁକ୍ତ ବ୍ୟବସ୍ଥା କରାଯାଇନଥିଲା। ଫଳରେ ଭକ୍ତମାନେ ଅସୁବିଧାର ସମ୍ମୁଖୀନ ହୋଇଥିଲେ। ମନ୍ଦିର ପରିଚାଳନା କମିଟି ଏବଂ ପ୍ରଶାସନ ଏ ଦିଗରେ ଦୃଷ୍ଟି ଦେବା ଉଚିତ।: [382, 1981, 738, 2046]
- sudoku-cell[interactable]: [292, 2000, 322, 2030]
- sudoku-solution-cell: 9: [322, 2279, 337, 2294]
- jila-diary-box: [4, 642, 366, 750]
- sudoku-cell[interactable]: [52, 2120, 82, 2150]
- ei-bharat-banner: [4, 190, 366, 248]
- sudoku-solution-cell: 2: [277, 2204, 292, 2219]
